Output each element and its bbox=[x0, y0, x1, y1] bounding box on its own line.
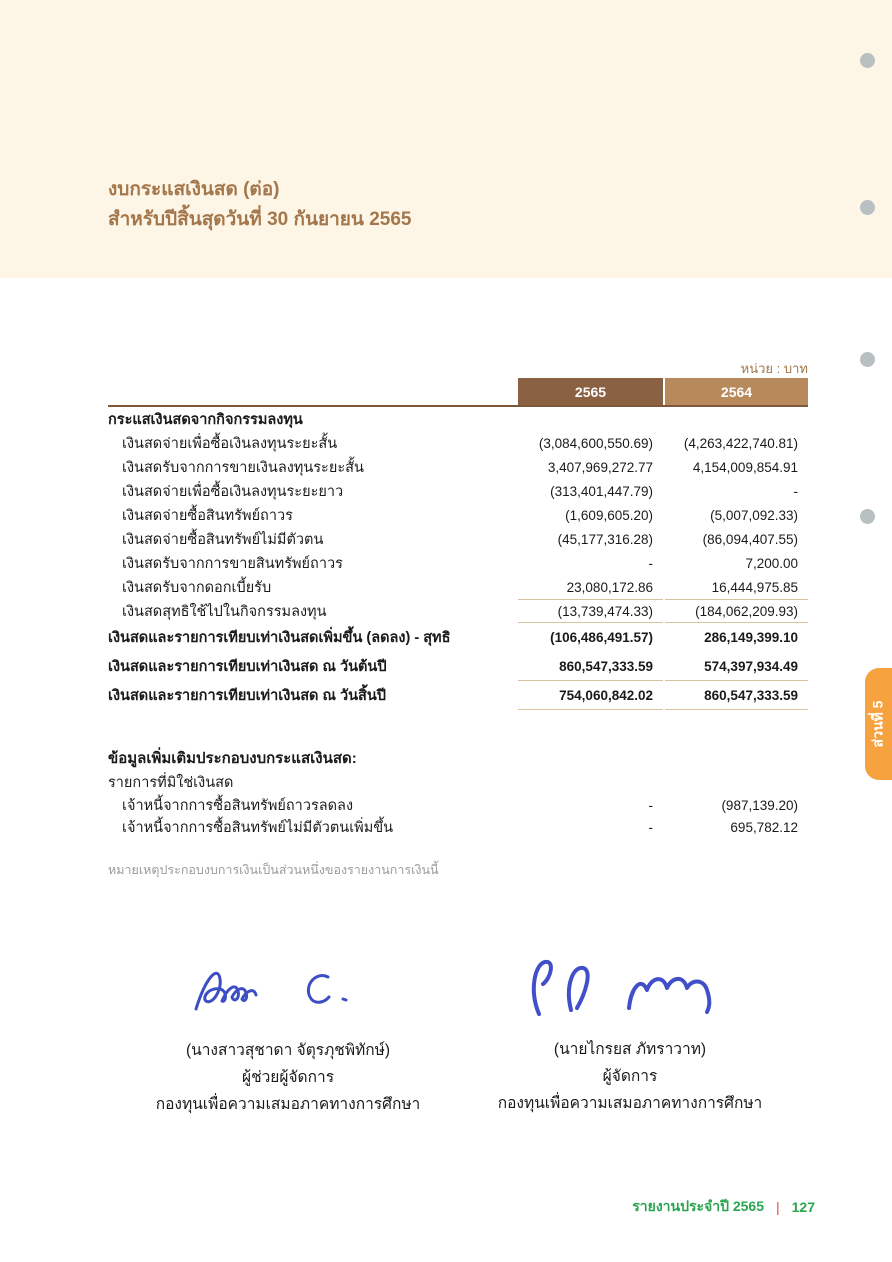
row-label: เงินสดจ่ายซื้อสินทรัพย์ถาวร bbox=[122, 507, 293, 524]
table-row bbox=[108, 431, 808, 455]
page-subtitle: สำหรับปีสิ้นสุดวันที่ 30 กันยายน 2565 bbox=[108, 209, 412, 230]
row-value-2564: (5,007,092.33) bbox=[710, 507, 798, 523]
row-value-2564: (184,062,209.93) bbox=[665, 599, 808, 623]
unit-label: หน่วย : บาท bbox=[740, 361, 808, 376]
row-value-2565: (106,486,491.57) bbox=[550, 630, 653, 645]
section-header-label: กระแสเงินสดจากกิจกรรมลงทุน bbox=[108, 411, 303, 428]
row-value-2565: - bbox=[648, 555, 653, 571]
table-row-net-investing bbox=[108, 599, 808, 623]
table-row bbox=[108, 527, 808, 551]
signer-title: ผู้จัดการ bbox=[602, 1068, 658, 1085]
table-header-spacer bbox=[108, 378, 518, 405]
margin-dot-icon bbox=[860, 509, 875, 524]
signer-organization: กองทุนเพื่อความเสมอภาคทางการศึกษา bbox=[497, 1095, 763, 1112]
signature-image bbox=[178, 955, 398, 1027]
page-title: งบกระแสเงินสด (ต่อ) bbox=[108, 179, 280, 200]
additional-info-section bbox=[108, 746, 808, 838]
table-row bbox=[108, 551, 808, 575]
row-label: เจ้าหนี้จากการซื้อสินทรัพย์ถาวรลดลง bbox=[122, 797, 354, 814]
row-value-2565: - bbox=[648, 819, 653, 835]
row-label: เงินสดจ่ายเพื่อซื้อเงินลงทุนระยะสั้น bbox=[122, 435, 338, 452]
row-value-2565: 754,060,842.02 bbox=[518, 681, 663, 710]
additional-heading: ข้อมูลเพิ่มเติมประกอบงบกระแสเงินสด: bbox=[108, 750, 357, 767]
table-row bbox=[108, 575, 808, 599]
row-value-2564: 286,149,399.10 bbox=[704, 630, 798, 645]
row-value-2564: (86,094,407.55) bbox=[702, 531, 798, 547]
row-value-2564: 695,782.12 bbox=[730, 819, 798, 835]
row-value-2565: (45,177,316.28) bbox=[557, 531, 653, 547]
table-row bbox=[108, 455, 808, 479]
row-value-2565: (313,401,447.79) bbox=[550, 483, 653, 499]
table-header-row bbox=[108, 378, 808, 407]
table-row bbox=[108, 794, 808, 816]
row-value-2564: 574,397,934.49 bbox=[665, 652, 808, 681]
row-value-2565: (13,739,474.33) bbox=[518, 599, 663, 623]
table-row-net-change bbox=[108, 623, 808, 652]
row-label: เงินสดรับจากดอกเบี้ยรับ bbox=[122, 579, 272, 596]
page-footer bbox=[632, 1196, 815, 1218]
row-label: เงินสดและรายการเทียบเท่าเงินสด ณ วันสิ้นปี bbox=[108, 688, 386, 704]
row-label: เงินสดรับจากการขายสินทรัพย์ถาวร bbox=[122, 555, 343, 572]
cash-flow-table bbox=[108, 378, 808, 710]
table-row bbox=[108, 479, 808, 503]
row-value-2564: (4,263,422,740.81) bbox=[683, 435, 798, 451]
row-label: เงินสดสุทธิใช้ไปในกิจกรรมลงทุน bbox=[122, 603, 327, 620]
row-value-2565: - bbox=[648, 797, 653, 813]
row-value-2564: 16,444,975.85 bbox=[711, 579, 798, 595]
table-row bbox=[108, 503, 808, 527]
signature-image bbox=[505, 948, 755, 1026]
row-value-2565: (3,084,600,550.69) bbox=[538, 435, 653, 451]
margin-dot-icon bbox=[860, 352, 875, 367]
row-value-2565: 23,080,172.86 bbox=[566, 579, 653, 595]
table-row-ending-balance bbox=[108, 681, 808, 710]
row-value-2564: (987,139.20) bbox=[721, 797, 798, 813]
signer-title: ผู้ช่วยผู้จัดการ bbox=[241, 1069, 335, 1086]
footer-divider: | bbox=[776, 1199, 780, 1215]
section-side-tab-label: ส่วนที่ 5 bbox=[869, 700, 886, 748]
row-value-2565: 860,547,333.59 bbox=[518, 652, 663, 681]
row-value-2564: 860,547,333.59 bbox=[665, 681, 808, 710]
column-header-2564: 2564 bbox=[665, 378, 808, 405]
row-label: เงินสดและรายการเทียบเท่าเงินสด ณ วันต้นปี bbox=[108, 659, 387, 675]
signature-block-manager bbox=[450, 948, 810, 1117]
table-row-beginning-balance bbox=[108, 652, 808, 681]
row-value-2564: - bbox=[793, 483, 798, 499]
row-value-2564: 7,200.00 bbox=[745, 555, 798, 571]
signer-name: (นายไกรยส ภัทราวาท) bbox=[553, 1041, 707, 1058]
row-label: เจ้าหนี้จากการซื้อสินทรัพย์ไม่มีตัวตนเพิ่มขึ้น bbox=[122, 819, 394, 836]
signature-block-assistant-manager bbox=[108, 955, 468, 1118]
row-value-2564: 4,154,009,854.91 bbox=[692, 459, 798, 475]
additional-subheading: รายการที่มิใช่เงินสด bbox=[108, 774, 234, 791]
row-label: เงินสดจ่ายเพื่อซื้อเงินลงทุนระยะยาว bbox=[122, 483, 344, 500]
row-label: เงินสดและรายการเทียบเท่าเงินสดเพิ่มขึ้น (ลดลง) - สุทธิ bbox=[108, 630, 451, 646]
page-number: 127 bbox=[791, 1199, 815, 1215]
row-value-2565: (1,609,605.20) bbox=[565, 507, 653, 523]
header-band bbox=[0, 0, 892, 278]
margin-dot-icon bbox=[860, 200, 875, 215]
footnote: หมายเหตุประกอบงบการเงินเป็นส่วนหนึ่งของรายงานการเงินนี้ bbox=[108, 863, 439, 877]
report-title: รายงานประจำปี 2565 bbox=[632, 1198, 764, 1214]
table-section-header bbox=[108, 407, 808, 431]
section-side-tab bbox=[865, 668, 892, 780]
row-label: เงินสดจ่ายซื้อสินทรัพย์ไม่มีตัวตน bbox=[122, 531, 324, 548]
margin-dot-icon bbox=[860, 53, 875, 68]
column-header-2565: 2565 bbox=[518, 378, 663, 405]
signer-organization: กองทุนเพื่อความเสมอภาคทางการศึกษา bbox=[155, 1096, 421, 1113]
row-value-2565: 3,407,969,272.77 bbox=[547, 459, 653, 475]
signer-name: (นางสาวสุชาดา จัตุรภุชพิทักษ์) bbox=[185, 1042, 391, 1059]
table-row bbox=[108, 816, 808, 838]
row-label: เงินสดรับจากการขายเงินลงทุนระยะสั้น bbox=[122, 459, 364, 476]
